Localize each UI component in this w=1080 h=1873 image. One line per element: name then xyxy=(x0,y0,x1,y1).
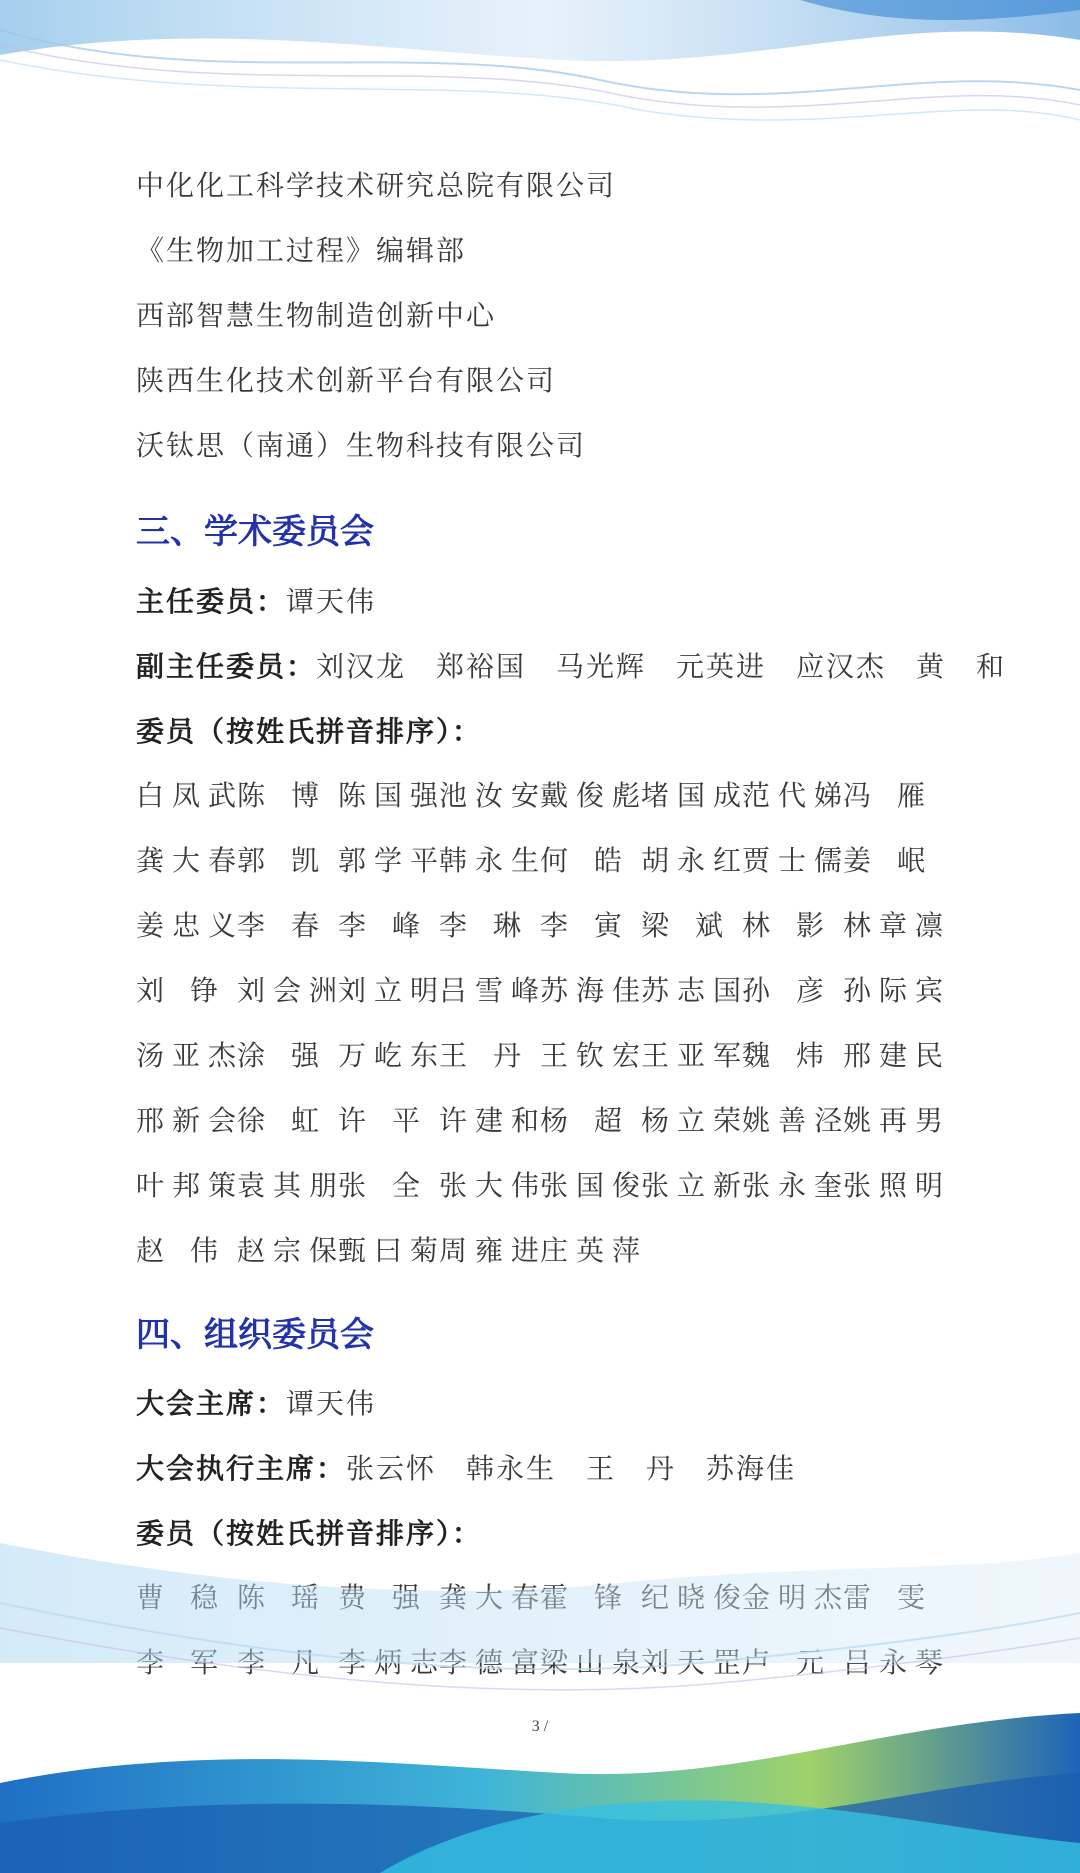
academic-members-label xyxy=(136,714,482,750)
academic-member-name: 许 建 和 xyxy=(439,1104,539,1137)
academic-member-name: 徐 虹 xyxy=(237,1104,319,1137)
academic-member-name: 刘 会 洲 xyxy=(237,974,337,1007)
academic-member-name: 邢 新 会 xyxy=(136,1104,236,1137)
academic-member-name: 王 钦 宏 xyxy=(540,1039,640,1072)
academic-member-name: 刘 立 明 xyxy=(338,974,438,1007)
academic-member-name: 张 永 奎 xyxy=(742,1169,842,1202)
academic-member-name: 李 寅 xyxy=(540,909,622,942)
academic-member-name: 姜 忠 义 xyxy=(136,909,236,942)
academic-member-name: 白 凤 武 xyxy=(136,779,236,812)
academic-member-name: 冯 雁 xyxy=(843,779,925,812)
academic-member-name: 张 国 俊 xyxy=(540,1169,640,1202)
academic-member-name: 张 立 新 xyxy=(641,1169,741,1202)
academic-member-name: 赵 伟 xyxy=(136,1234,218,1267)
organizing-members-label-text: 委员（按姓氏拼音排序）： xyxy=(136,1517,483,1550)
academic-member-name: 万 屹 东 xyxy=(338,1039,438,1072)
organizing-chair-label: 大会主席： xyxy=(136,1387,287,1420)
academic-member-name: 王 丹 xyxy=(439,1039,521,1072)
organization-line: 中化化工科学技术研究总院有限公司 xyxy=(136,169,617,202)
academic-member-name: 庄 英 萍 xyxy=(540,1234,640,1267)
organizing-exec-chair-names: 张云怀 韩永生 王 丹 苏海佳 xyxy=(346,1452,797,1485)
academic-member-name: 张 照 明 xyxy=(843,1169,943,1202)
organizing-chair-line xyxy=(136,1386,376,1422)
academic-member-row xyxy=(136,1038,956,1103)
academic-member-name: 甄 曰 菊 xyxy=(338,1234,438,1267)
organization-line: 西部智慧生物制造创新中心 xyxy=(136,299,497,332)
academic-member-row xyxy=(136,973,956,1038)
academic-member-name: 姜 岷 xyxy=(843,844,925,877)
academic-member-name: 袁 其 朋 xyxy=(237,1169,337,1202)
academic-member-name: 李 琳 xyxy=(439,909,521,942)
academic-member-name: 杨 立 荣 xyxy=(641,1104,741,1137)
section-title-academic-committee: 三、学术委员会 xyxy=(136,512,374,552)
academic-member-name: 陈 博 xyxy=(237,779,319,812)
academic-member-name: 梁 斌 xyxy=(641,909,723,942)
organizing-exec-chair-line xyxy=(136,1451,796,1487)
academic-member-name: 刘 铮 xyxy=(136,974,218,1007)
academic-member-name: 韩 永 生 xyxy=(439,844,539,877)
academic-vice-chair-line xyxy=(136,649,1006,685)
organizing-chair-name: 谭天伟 xyxy=(286,1387,377,1420)
academic-member-name: 邢 建 民 xyxy=(843,1039,943,1072)
academic-member-name: 苏 海 佳 xyxy=(540,974,640,1007)
academic-member-name: 胡 永 红 xyxy=(641,844,741,877)
academic-member-name: 林 影 xyxy=(742,909,824,942)
academic-member-row xyxy=(136,908,956,973)
academic-member-name: 杨 超 xyxy=(540,1104,622,1137)
academic-member-name: 孙 际 宾 xyxy=(843,974,943,1007)
academic-chair-line xyxy=(136,584,376,620)
academic-member-name: 苏 志 国 xyxy=(641,974,741,1007)
academic-member-name: 郭 学 平 xyxy=(338,844,438,877)
academic-member-row xyxy=(136,1233,956,1298)
academic-member-name: 魏 炜 xyxy=(742,1039,824,1072)
academic-member-name: 李 春 xyxy=(237,909,319,942)
academic-member-name: 范 代 娣 xyxy=(742,779,842,812)
academic-member-row xyxy=(136,1168,956,1233)
academic-vice-chair-label: 副主任委员： xyxy=(136,650,317,683)
academic-member-name: 叶 邦 策 xyxy=(136,1169,236,1202)
academic-member-name: 何 皓 xyxy=(540,844,622,877)
organization-line: 沃钛思（南通）生物科技有限公司 xyxy=(136,429,587,462)
academic-member-name: 赵 宗 保 xyxy=(237,1234,337,1267)
academic-member-name: 池 汝 安 xyxy=(439,779,539,812)
academic-member-row xyxy=(136,843,956,908)
academic-member-name: 张 全 xyxy=(338,1169,420,1202)
academic-member-name: 涂 强 xyxy=(237,1039,319,1072)
academic-members-grid xyxy=(136,778,956,1298)
bottom-wave-decoration xyxy=(0,1543,1080,1873)
academic-member-name: 林 章 凛 xyxy=(843,909,943,942)
academic-member-name: 陈 国 强 xyxy=(338,779,438,812)
academic-member-name: 许 平 xyxy=(338,1104,420,1137)
academic-member-name: 吕 雪 峰 xyxy=(439,974,539,1007)
academic-member-name: 汤 亚 杰 xyxy=(136,1039,236,1072)
academic-member-row xyxy=(136,778,956,843)
academic-member-name: 郭 凯 xyxy=(237,844,319,877)
top-wave-decoration xyxy=(0,0,1080,140)
academic-members-label-text: 委员（按姓氏拼音排序）： xyxy=(136,715,483,748)
academic-member-name: 姚 再 男 xyxy=(843,1104,943,1137)
academic-member-name: 堵 国 成 xyxy=(641,779,741,812)
academic-member-name: 周 雍 进 xyxy=(439,1234,539,1267)
academic-member-name: 孙 彦 xyxy=(742,974,824,1007)
academic-vice-chair-names: 刘汉龙 郑裕国 马光辉 元英进 应汉杰 黄 和 xyxy=(316,650,1007,683)
academic-member-name: 张 大 伟 xyxy=(439,1169,539,1202)
organizing-exec-chair-label: 大会执行主席： xyxy=(136,1452,347,1485)
academic-member-name: 姚 善 泾 xyxy=(742,1104,842,1137)
academic-member-name: 贾 士 儒 xyxy=(742,844,842,877)
academic-member-name: 龚 大 春 xyxy=(136,844,236,877)
academic-member-name: 王 亚 军 xyxy=(641,1039,741,1072)
academic-member-name: 戴 俊 彪 xyxy=(540,779,640,812)
academic-chair-name: 谭天伟 xyxy=(286,585,377,618)
page-number: 3 / xyxy=(531,1718,549,1735)
academic-member-row xyxy=(136,1103,956,1168)
section-title-organizing-committee: 四、组织委员会 xyxy=(136,1315,374,1355)
organization-line: 《生物加工过程》编辑部 xyxy=(136,234,467,267)
academic-chair-label: 主任委员： xyxy=(136,585,287,618)
organization-line: 陕西生化技术创新平台有限公司 xyxy=(136,364,557,397)
academic-member-name: 李 峰 xyxy=(338,909,420,942)
